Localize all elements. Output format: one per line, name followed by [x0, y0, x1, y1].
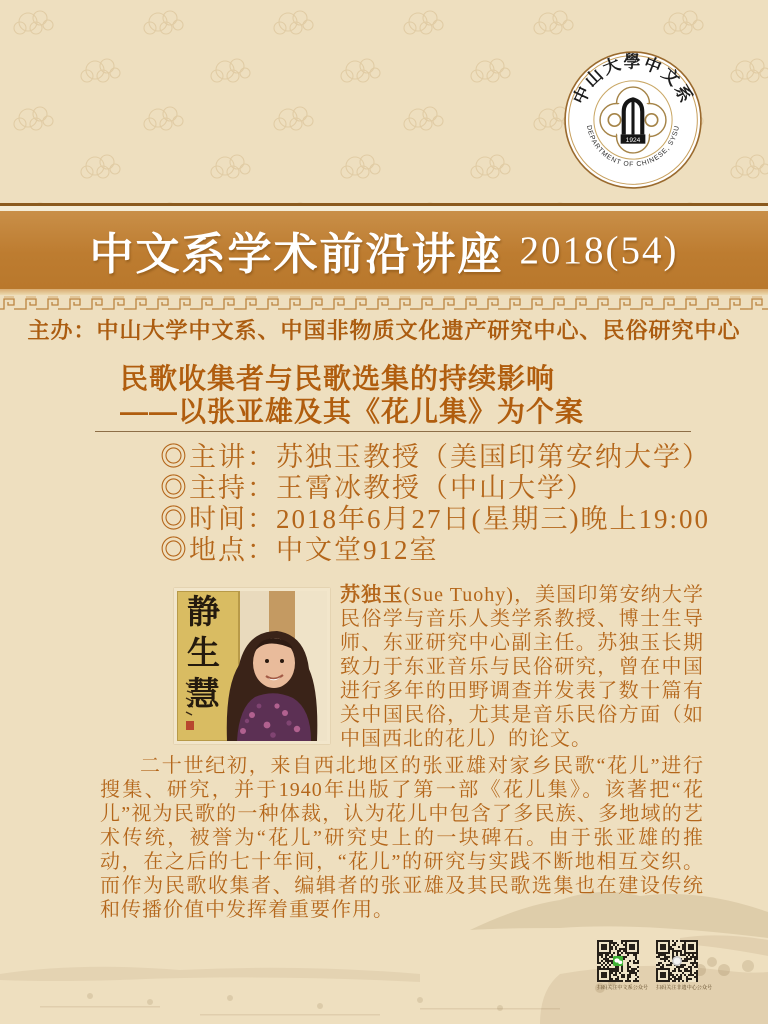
qr-left-box — [597, 940, 649, 992]
speaker-name: 苏独玉 — [340, 584, 404, 606]
organizer-text: 中山大学中文系、中国非物质文化遗产研究中心、民俗研究中心 — [96, 318, 741, 343]
organizer-line — [0, 314, 768, 345]
qr-right-caption: 扫码关注非遗中心公众号 — [656, 985, 713, 991]
detail-time: ◎时间：2018年6月27日(星期三)晚上19:00 — [160, 504, 710, 534]
series-banner — [0, 211, 768, 289]
speaker-photo — [174, 588, 330, 744]
series-title: 中文系学术前沿讲座 — [89, 230, 504, 279]
wechat-qr-code — [597, 940, 639, 982]
detail-host: ◎主持：王霄冰教授（中山大学） — [160, 473, 595, 503]
seal-stamp — [186, 721, 194, 730]
lecture-title-line2: ——以张亚雄及其《花儿集》为个案 — [120, 396, 585, 427]
title-divider-rule — [95, 431, 691, 432]
photo-float-spacer — [100, 583, 340, 743]
detail-speaker: ◎主讲：苏独玉教授（美国印第安纳大学） — [160, 442, 711, 472]
seal-chinese-text: 中山大學中文系 — [569, 52, 697, 108]
detail-location: ◎地点：中文堂912室 — [160, 535, 439, 565]
qr-code-section — [597, 940, 713, 992]
qr-right-box — [656, 940, 713, 992]
meander-border — [0, 295, 768, 313]
secondary-qr-code — [656, 940, 698, 982]
lecture-title-line1: 民歌收集者与民歌选集的持续影响 — [120, 363, 556, 394]
seal-english-text: DEPARTMENT OF CHINESE, SYSU — [584, 124, 682, 169]
bio-paragraph-1: 苏独玉(Sue Tuohy)，美国印第安纳大学民俗学与音乐人类学系教授、博士生导师、东亚研究中心副主任。苏独玉长期致力于东亚音乐与民俗研究，曾在中国进行多年的田野调查并发表了数十篇有关中国民俗，尤其是音乐民俗方面（如中国西北的花儿）的论文。 — [340, 584, 704, 750]
speaker-bio — [100, 583, 704, 922]
organizer-label: 主办： — [27, 318, 97, 343]
series-issue-number: 2018(54) — [519, 228, 679, 272]
bio-paragraph-2: 二十世纪初，来自西北地区的张亚雄对家乡民歌“花儿”进行搜集、研究，并于1940年出版了第一部《花儿集》。该著把“花儿”视为民歌的一种体裁，认为花儿中包含了多民族、多地域的艺术传统，被誉为“花儿”研究史上的一块碑石。由于张亚雄的推动，在之后的七十年间，“花儿”的研究与实践不断地相互交织。而作为民歌收集者、编辑者的张亚雄及其民歌选集也在建设传统和传播价值中发挥着重要作用。 — [100, 755, 704, 921]
department-seal-logo — [563, 50, 703, 190]
qr-left-caption: 扫码关注中文系公众号 — [597, 985, 649, 991]
seal-year: 1924 — [625, 137, 641, 145]
lecture-details — [160, 442, 711, 566]
lecture-title — [120, 362, 584, 428]
calligraphy-text: 静生慧 — [182, 594, 218, 717]
